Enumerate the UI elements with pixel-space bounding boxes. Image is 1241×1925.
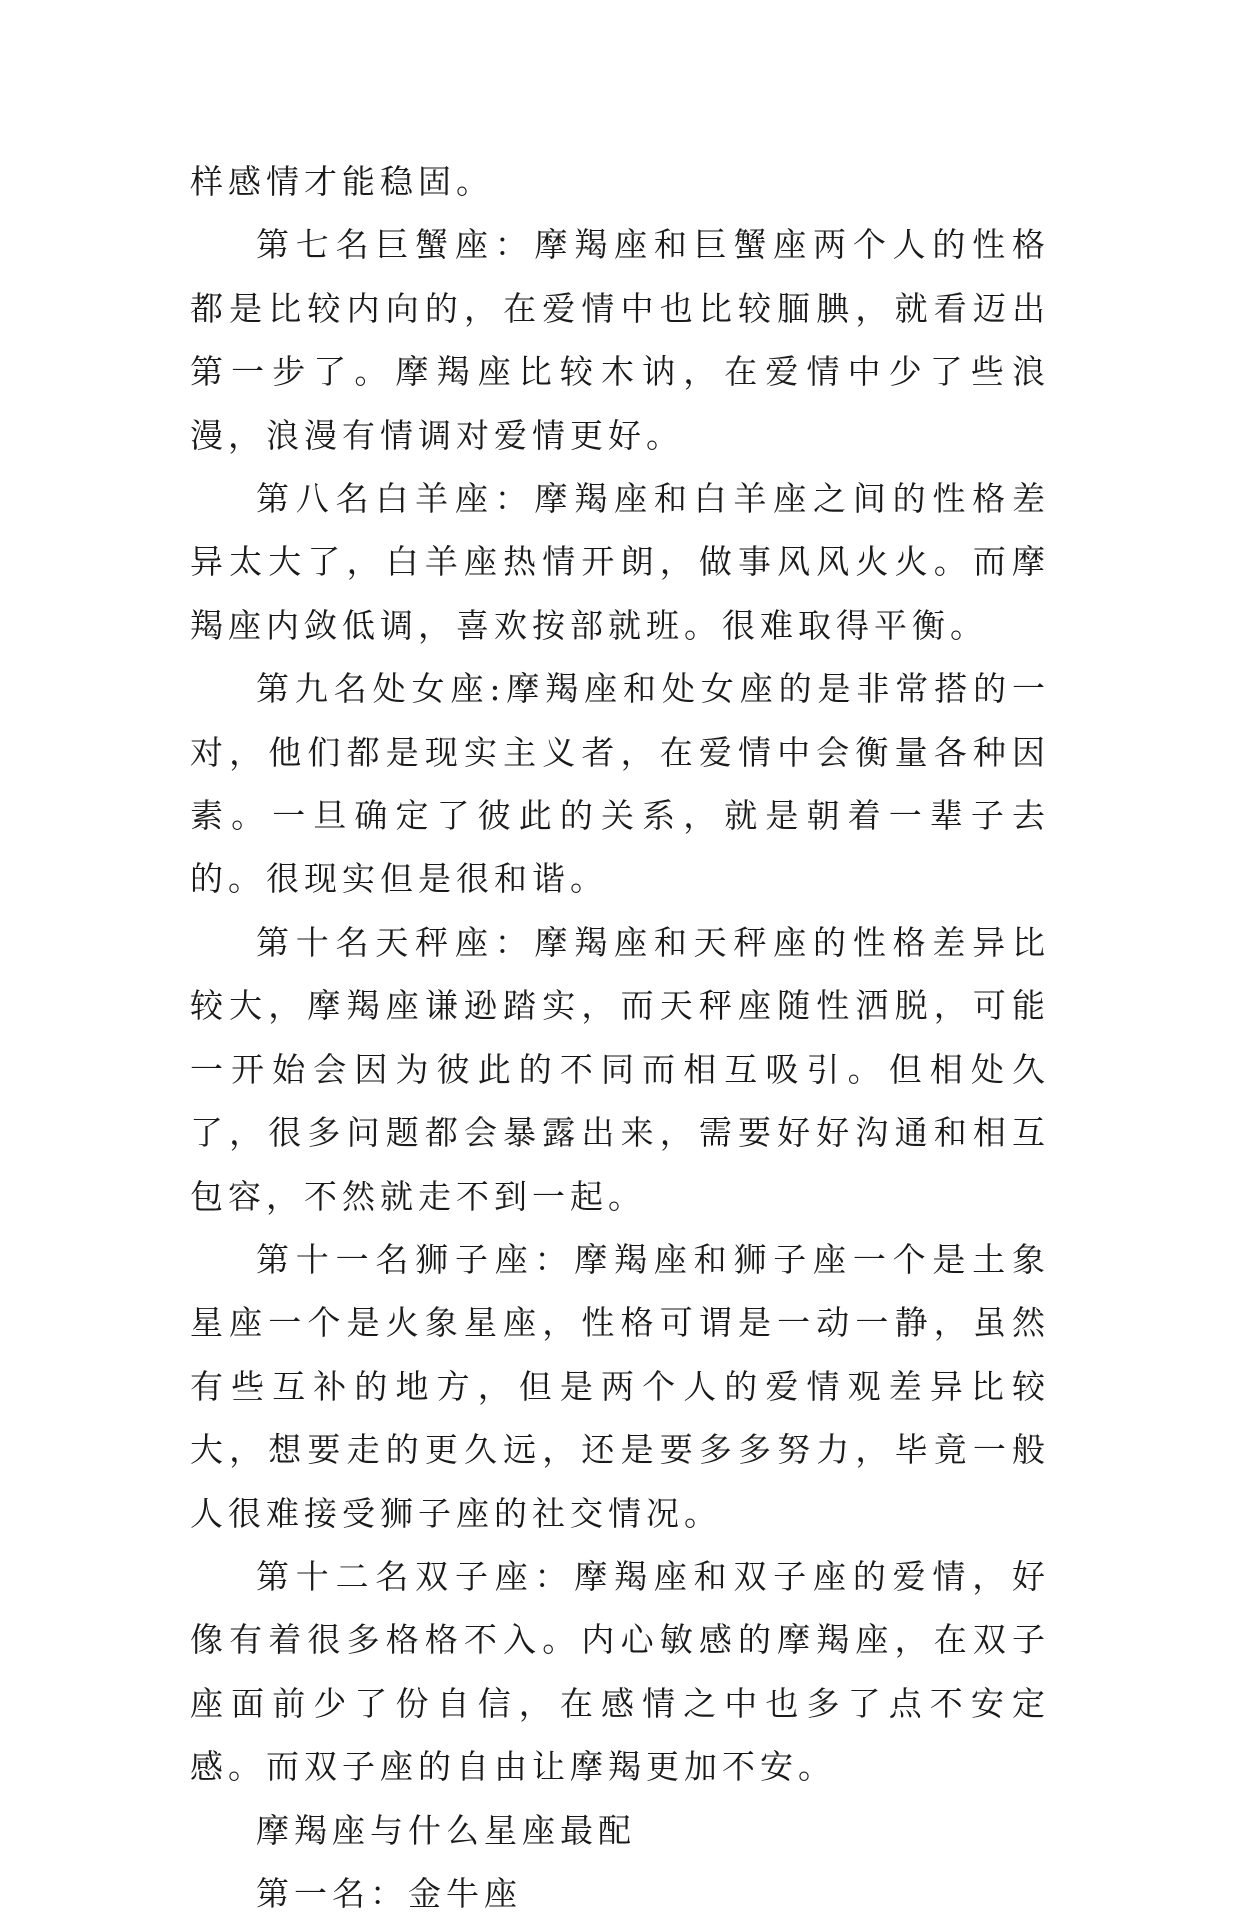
document-body bbox=[190, 150, 1050, 1925]
paragraph-continuation: 样感情才能稳固。 bbox=[190, 162, 494, 201]
paragraph-taurus: 第一名：金牛座 bbox=[256, 1873, 522, 1913]
paragraph-aries: 第八名白羊座：摩羯座和白羊座之间的性格差异太大了，白羊座热情开朗，做事风风火火。而摩羯座内敛低调，喜欢按部就班。很难取得平衡。 bbox=[190, 479, 1050, 645]
paragraph-cancer: 第七名巨蟹座：摩羯座和巨蟹座两个人的性格都是比较内向的，在爱情中也比较腼腆，就看迈出第一步了。摩羯座比较木讷，在爱情中少了些浪漫，浪漫有情调对爱情更好。 bbox=[190, 225, 1050, 455]
section-heading: 摩羯座与什么星座最配 bbox=[256, 1810, 636, 1850]
paragraph-leo: 第十一名狮子座：摩羯座和狮子座一个是土象星座一个是火象星座，性格可谓是一动一静，虽然有些互补的地方，但是两个人的爱情观差异比较大，想要走的更久远，还是要多多努力，毕竟一般人很难接受狮子座的社交情况。 bbox=[190, 1239, 1050, 1533]
paragraph-gemini: 第十二名双子座：摩羯座和双子座的爱情，好像有着很多格格不入。内心敏感的摩羯座，在双子座面前少了份自信，在感情之中也多了点不安定感。而双子座的自由让摩羯更加不安。 bbox=[190, 1556, 1050, 1787]
paragraph-libra: 第十名天秤座：摩羯座和天秤座的性格差异比较大，摩羯座谦逊踏实，而天秤座随性洒脱，可能一开始会因为彼此的不同而相互吸引。但相处久了，很多问题都会暴露出来，需要好好沟通和相互包容，不然就走不到一起。 bbox=[190, 922, 1050, 1216]
paragraph-virgo: 第九名处女座:摩羯座和处女座的是非常搭的一对，他们都是现实主义者，在爱情中会衡量各种因素。一旦确定了彼此的关系，就是朝着一辈子去的。很现实但是很和谐。 bbox=[190, 669, 1050, 899]
